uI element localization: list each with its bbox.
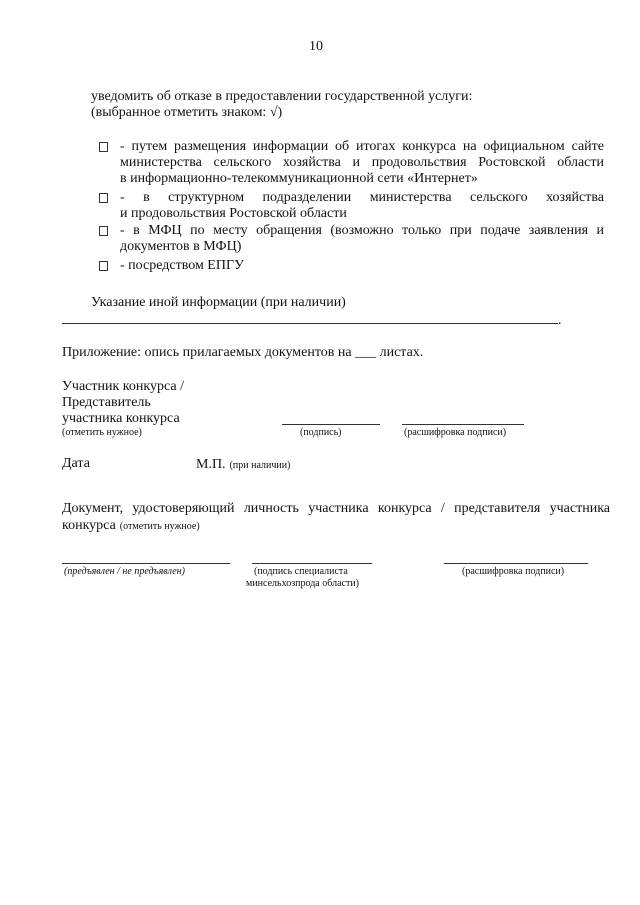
stamp-note: (при наличии) xyxy=(229,460,291,471)
identity-doc-note: (отметить нужное) xyxy=(119,521,200,532)
specialist-caption-line-2: минсельхозпрода области) xyxy=(246,578,359,589)
presented-caption: (предъявлен / не предъявлен) xyxy=(64,566,185,577)
participant-signature-caption: (подпись) xyxy=(300,427,342,438)
other-info-underline[interactable] xyxy=(62,323,558,324)
checkbox-epgu[interactable] xyxy=(99,261,108,271)
participant-line-1: Участник конкурса / xyxy=(62,379,184,394)
presented-line[interactable] xyxy=(62,563,230,564)
participant-line-2: Представитель xyxy=(62,395,151,410)
stamp-place xyxy=(196,455,290,474)
specialist-signature-line[interactable] xyxy=(252,563,372,564)
bottom-decode-line[interactable] xyxy=(444,563,588,564)
stamp-label: М.П. xyxy=(196,457,226,472)
option-epgu-label: - посредством ЕПГУ xyxy=(120,258,244,273)
option-website-line-1: - путем размещения информации об итогах конкурса на официальном сайте xyxy=(120,139,604,154)
checkbox-department[interactable] xyxy=(99,193,108,203)
identity-doc-line-1: Документ, удостоверяющий личность участника конкурса / представителя участника xyxy=(62,501,610,516)
participant-decode-caption: (расшифровка подписи) xyxy=(404,427,507,438)
participant-line-3: участника конкурса xyxy=(62,411,180,426)
page-number: 10 xyxy=(309,39,323,54)
identity-doc-word: конкурса xyxy=(62,518,116,533)
option-mfc-line-2: документов в МФЦ) xyxy=(120,239,242,254)
checkbox-website[interactable] xyxy=(99,142,108,152)
attachment-line: Приложение: опись прилагаемых документов на ___ листах. xyxy=(62,345,424,360)
date-label: Дата xyxy=(62,456,90,471)
identity-doc-line-2 xyxy=(62,516,200,535)
intro-line-2: (выбранное отметить знаком: √) xyxy=(91,105,283,120)
option-department-line-1: - в структурном подразделении министерства сельского хозяйства xyxy=(120,190,604,205)
intro-line-1: уведомить об отказе в предоставлении государственной услуги: xyxy=(91,89,473,104)
specialist-caption-line-1: (подпись специалиста xyxy=(254,566,348,577)
option-mfc-line-1: - в МФЦ по месту обращения (возможно только при подаче заявления и xyxy=(120,223,604,238)
other-info-label: Указание иной информации (при наличии) xyxy=(91,295,346,310)
participant-note: (отметить нужное) xyxy=(62,427,142,438)
other-info-period: . xyxy=(558,313,562,328)
bottom-decode-caption: (расшифровка подписи) xyxy=(462,566,565,577)
option-department-line-2: и продовольствия Ростовской области xyxy=(120,206,347,221)
participant-signature-line[interactable] xyxy=(282,424,380,425)
option-website-line-2: министерства сельского хозяйства и продовольствия Ростовской области xyxy=(120,155,604,170)
participant-decode-line[interactable] xyxy=(402,424,524,425)
checkbox-mfc[interactable] xyxy=(99,226,108,236)
option-website-line-3: в информационно-телекоммуникационной сети «Интернет» xyxy=(120,171,478,186)
